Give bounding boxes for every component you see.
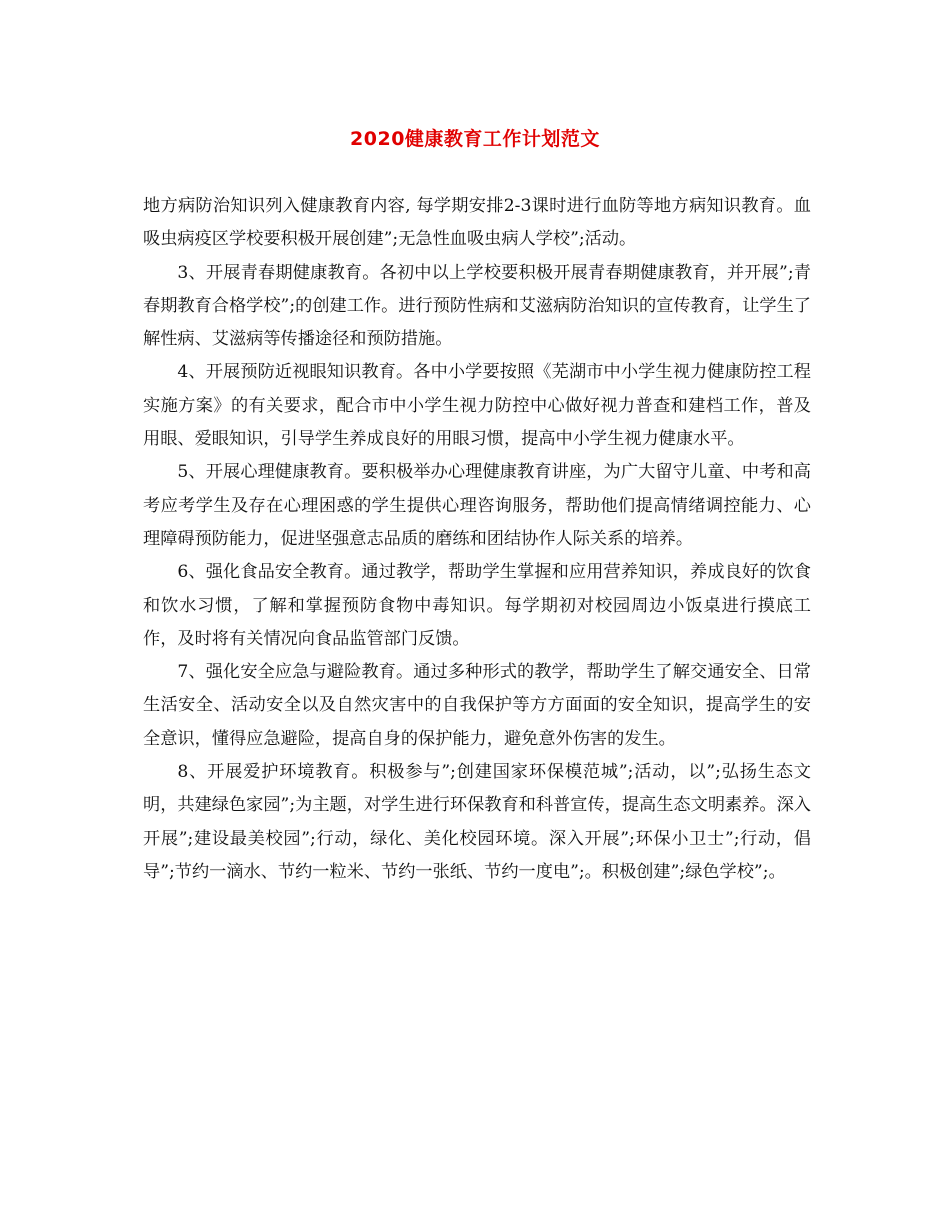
paragraph-item-7: 7、强化安全应急与避险教育。通过多种形式的教学，帮助学生了解交通安全、日常生活安全、活动安全以及自然灾害中的自我保护等方方面面的安全知识，提高学生的安全意识，懂得应急避险，提高自身的保护能力，避免意外伤害的发生。	[143, 662, 811, 749]
document-body	[143, 190, 811, 889]
paragraph-item-4: 4、开展预防近视眼知识教育。各中小学要按照《芜湖市中小学生视力健康防控工程实施方案》的有关要求，配合市中小学生视力防控中心做好视力普查和建档工作，普及用眼、爱眼知识，引导学生养成良好的用眼习惯，提高中小学生视力健康水平。	[143, 362, 811, 450]
paragraph-item-8: 8、开展爱护环境教育。积极参与”;创建国家环保模范城”;活动，以”;弘扬生态文明，共建绿色家园”;为主题，对学生进行环保教育和科普宣传，提高生态文明素养。深入开展”;建设最美校园”;行动，绿化、美化校园环境。深入开展”;环保小卫士”;行动，倡导”;节约一滴水、节约一粒米、节约一张纸、节约一度电”;。积极创建”;绿色学校”;。	[143, 762, 811, 882]
document-title: 2020健康教育工作计划范文	[350, 128, 600, 150]
paragraph-item-5: 5、开展心理健康教育。要积极举办心理健康教育讲座，为广大留守儿童、中考和高考应考学生及存在心理困惑的学生提供心理咨询服务，帮助他们提高情绪调控能力、心理障碍预防能力，促进坚强意志品质的磨练和团结协作人际关系的培养。	[143, 462, 811, 549]
paragraph-item-6: 6、强化食品安全教育。通过教学，帮助学生掌握和应用营养知识，养成良好的饮食和饮水习惯，了解和掌握预防食物中毒知识。每学期初对校园周边小饭桌进行摸底工作，及时将有关情况向食品监管部门反馈。	[143, 562, 811, 649]
paragraph-continuation: 地方病防治知识列入健康教育内容, 每学期安排2-3课时进行血防等地方病知识教育。血吸虫病疫区学校要积极开展创建”;无急性血吸虫病人学校”;活动。	[143, 196, 811, 250]
paragraph-item-3: 3、开展青春期健康教育。各初中以上学校要积极开展青春期健康教育，并开展”;青春期教育合格学校”;的创建工作。进行预防性病和艾滋病防治知识的宣传教育，让学生了解性病、艾滋病等传播途径和预防措施。	[143, 262, 811, 350]
